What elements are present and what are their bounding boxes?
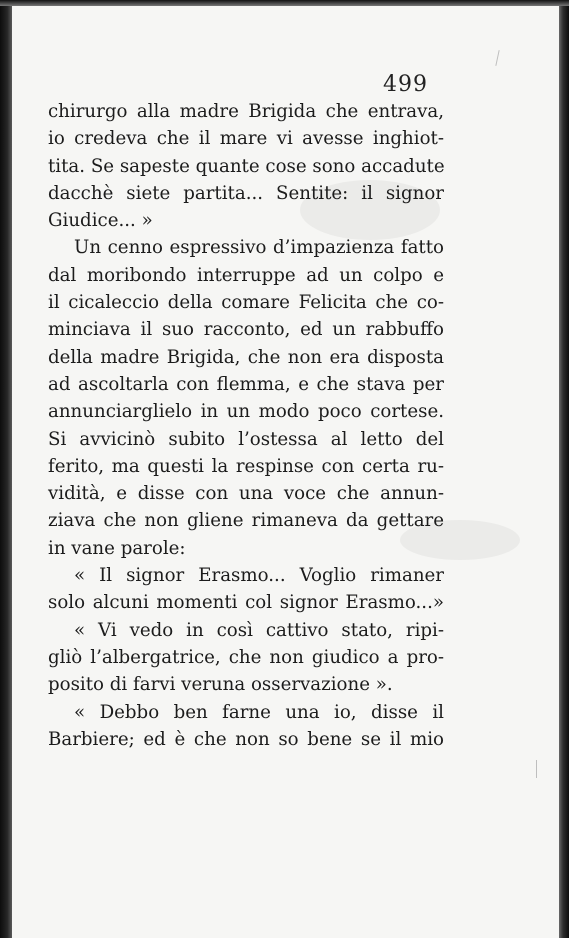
stray-mark: [495, 50, 499, 66]
text-line: Un cenno espressivo d’impazienza fatto: [74, 237, 444, 259]
text-line: vidità, e disse con una voce che annun-: [48, 483, 444, 505]
text-line: minciava il suo racconto, ed un rabbuffo: [48, 319, 444, 341]
page-edge-left: [0, 0, 12, 938]
text-line: io credeva che il mare vi avesse inghiot-: [48, 128, 444, 150]
text-line: « Debbo ben farne una io, disse il: [74, 701, 444, 723]
text-line: dacchè siete partita... Sentite: il signor: [48, 182, 444, 204]
text-line: gliò l’albergatrice, che non giudico a pro-: [48, 646, 444, 668]
page-number: 499: [383, 72, 428, 97]
text-line: dal moribondo interruppe ad un colpo e: [48, 264, 444, 286]
text-line: Giudice... »: [48, 210, 153, 232]
text-line: solo alcuni momenti col signor Erasmo...»: [48, 592, 444, 614]
text-line: « Vi vedo in così cattivo stato, ripi-: [74, 619, 444, 641]
text-line: Barbiere; ed è che non so bene se il mio: [48, 728, 444, 750]
page-edge-right: [559, 0, 569, 938]
text-line: Si avvicinò subito l’ostessa al letto del: [48, 428, 444, 450]
text-line: chirurgo alla madre Brigida che entrava,: [48, 101, 444, 122]
text-line: della madre Brigida, che non era disposta: [48, 346, 444, 368]
text-line: posito di farvi veruna osservazione ».: [48, 674, 393, 696]
text-line: tita. Se sapeste quante cose sono accadute: [48, 155, 445, 177]
stray-mark: [536, 760, 537, 778]
text-line: il cicaleccio della comare Felicita che co-: [48, 292, 444, 314]
text-line: ferito, ma questi la respinse con certa ru-: [48, 455, 444, 477]
page-edge-top: [0, 0, 569, 6]
text-line: ad ascoltarla con flemma, e che stava per: [48, 373, 444, 395]
body-text: [48, 98, 444, 753]
text-line: ziava che non gliene rimaneva da gettare: [48, 510, 444, 532]
text-line: annunciarglielo in un modo poco cortese.: [48, 401, 444, 423]
text-line: in vane parole:: [48, 537, 186, 559]
text-line: « Il signor Erasmo... Voglio rimaner: [74, 565, 444, 587]
